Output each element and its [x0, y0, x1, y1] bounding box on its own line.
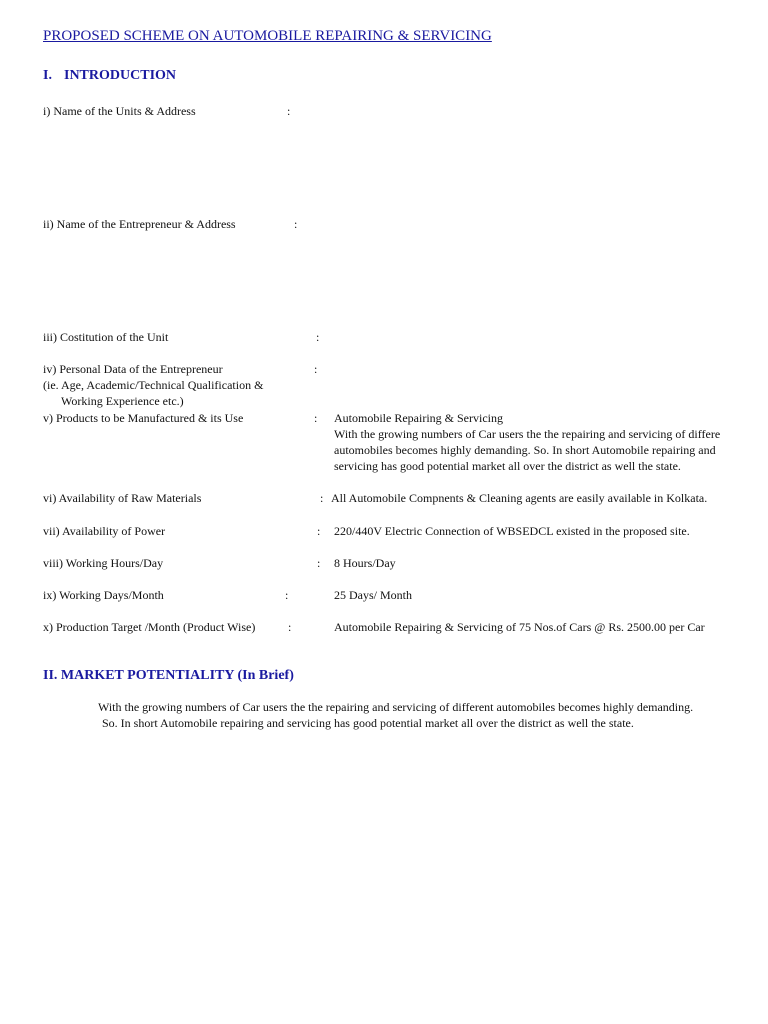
item-label-constitution: iii) Costitution of the Unit [43, 330, 169, 344]
value-line: servicing has good potential market all over the district as well the state. [334, 459, 681, 473]
item-label-power: vii) Availability of Power [43, 524, 166, 538]
item-value-working-hours: 8 Hours/Day [334, 556, 396, 570]
item-label-entrepreneur-name: ii) Name of the Entrepreneur & Address [43, 217, 236, 231]
item-value-working-days: 25 Days/ Month [334, 588, 412, 602]
item-label-unit-name: i) Name of the Units & Address [43, 104, 196, 118]
item-colon: : [288, 620, 292, 634]
section-title: INTRODUCTION [64, 68, 177, 83]
item-label-products: v) Products to be Manufactured & its Use [43, 411, 244, 425]
document-title: PROPOSED SCHEME ON AUTOMOBILE REPAIRING & SERVICING [43, 28, 492, 44]
item-label-personal-data [43, 361, 263, 409]
item-colon: : [285, 588, 289, 602]
item-colon: : [287, 104, 291, 118]
value-line: Automobile Repairing & Servicing [334, 411, 503, 425]
item-colon: : [317, 524, 321, 538]
item-label-line: Working Experience etc.) [61, 394, 184, 408]
item-label-working-days: ix) Working Days/Month [43, 588, 164, 602]
item-colon: : [317, 556, 321, 570]
section-heading-market-potentiality: II. MARKET POTENTIALITY (In Brief) [43, 668, 294, 683]
item-label-production-target: x) Production Target /Month (Product Wise) [43, 620, 256, 634]
section-number: I. [43, 68, 52, 83]
item-value-production-target: Automobile Repairing & Servicing of 75 Nos.of Cars @ Rs. 2500.00 per Car [334, 620, 705, 634]
paragraph-line: So. In short Automobile repairing and servicing has good potential market all over the district as well the state. [102, 716, 634, 730]
item-label-working-hours: viii) Working Hours/Day [43, 556, 164, 570]
item-colon: : [314, 362, 318, 376]
item-value-raw-materials: All Automobile Compnents & Cleaning agents are easily available in Kolkata. [331, 491, 708, 505]
item-colon: : [314, 411, 318, 425]
item-label-raw-materials: vi) Availability of Raw Materials [43, 491, 202, 505]
paragraph-line: With the growing numbers of Car users the the repairing and servicing of different automobiles becomes highly demanding. [98, 700, 694, 714]
value-line: automobiles becomes highly demanding. So. In short Automobile repairing and [334, 443, 716, 457]
item-colon: : [316, 330, 320, 344]
item-value-products [334, 410, 720, 474]
section-heading-introduction [43, 68, 176, 84]
item-colon: : [320, 491, 324, 505]
item-value-power: 220/440V Electric Connection of WBSEDCL existed in the proposed site. [334, 524, 690, 538]
value-line: With the growing numbers of Car users the the repairing and servicing of differe [334, 427, 721, 441]
item-label-line: (ie. Age, Academic/Technical Qualification & [43, 378, 264, 392]
item-label-line: iv) Personal Data of the Entrepreneur [43, 362, 223, 376]
item-colon: : [294, 217, 298, 231]
market-potentiality-paragraph [98, 699, 693, 731]
